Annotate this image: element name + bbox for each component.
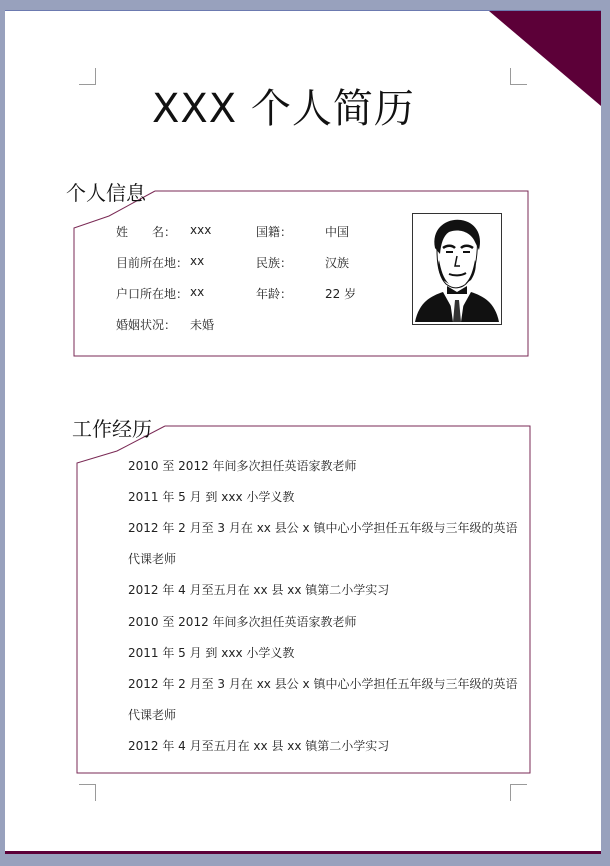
work-item: 2012 年 4 月至五月在 xx 县 xx 镇第二小学实习 <box>128 739 390 753</box>
work-item: 2010 至 2012 年间多次担任英语家教老师 <box>128 615 357 629</box>
personal-info-heading: 个人信息 <box>66 181 146 205</box>
age-value: 22 岁 <box>325 287 357 301</box>
current-location-label: 目前所在地： <box>116 256 189 270</box>
name-value: xxx <box>190 223 212 237</box>
work-item: 2012 年 2 月至 3 月在 xx 县公 x 镇中心小学担任五年级与三年级的英语 <box>128 521 518 535</box>
hukou-location-value: xx <box>190 285 205 299</box>
nationality-label: 国籍： <box>256 225 293 239</box>
work-item: 2012 年 4 月至五月在 xx 县 xx 镇第二小学实习 <box>128 583 390 597</box>
name-label: 姓 名： <box>116 225 177 239</box>
ethnicity-label: 民族： <box>256 256 293 270</box>
nationality-value: 中国 <box>325 225 350 239</box>
profile-photo <box>412 213 502 325</box>
hukou-location-label: 户口所在地： <box>116 287 189 301</box>
page-bottom-bar <box>5 851 601 854</box>
work-item: 2011 年 5 月 到 xxx 小学义教 <box>128 490 295 504</box>
work-history-heading: 工作经历 <box>72 417 152 441</box>
ethnicity-value: 汉族 <box>325 256 350 270</box>
resume-title: XXX 个人简历 <box>152 86 415 132</box>
work-item: 2012 年 2 月至 3 月在 xx 县公 x 镇中心小学担任五年级与三年级的英语 <box>128 677 518 691</box>
marital-status-label: 婚姻状况： <box>116 318 177 332</box>
work-item: 代课老师 <box>128 552 177 566</box>
marital-status-value: 未婚 <box>190 318 215 332</box>
portrait-silhouette-icon <box>413 214 501 324</box>
work-item: 2011 年 5 月 到 xxx 小学义教 <box>128 646 295 660</box>
work-item: 2010 至 2012 年间多次担任英语家教老师 <box>128 459 357 473</box>
current-location-value: xx <box>190 254 205 268</box>
work-item: 代课老师 <box>128 708 177 722</box>
age-label: 年龄： <box>256 287 293 301</box>
resume-page <box>5 10 601 853</box>
